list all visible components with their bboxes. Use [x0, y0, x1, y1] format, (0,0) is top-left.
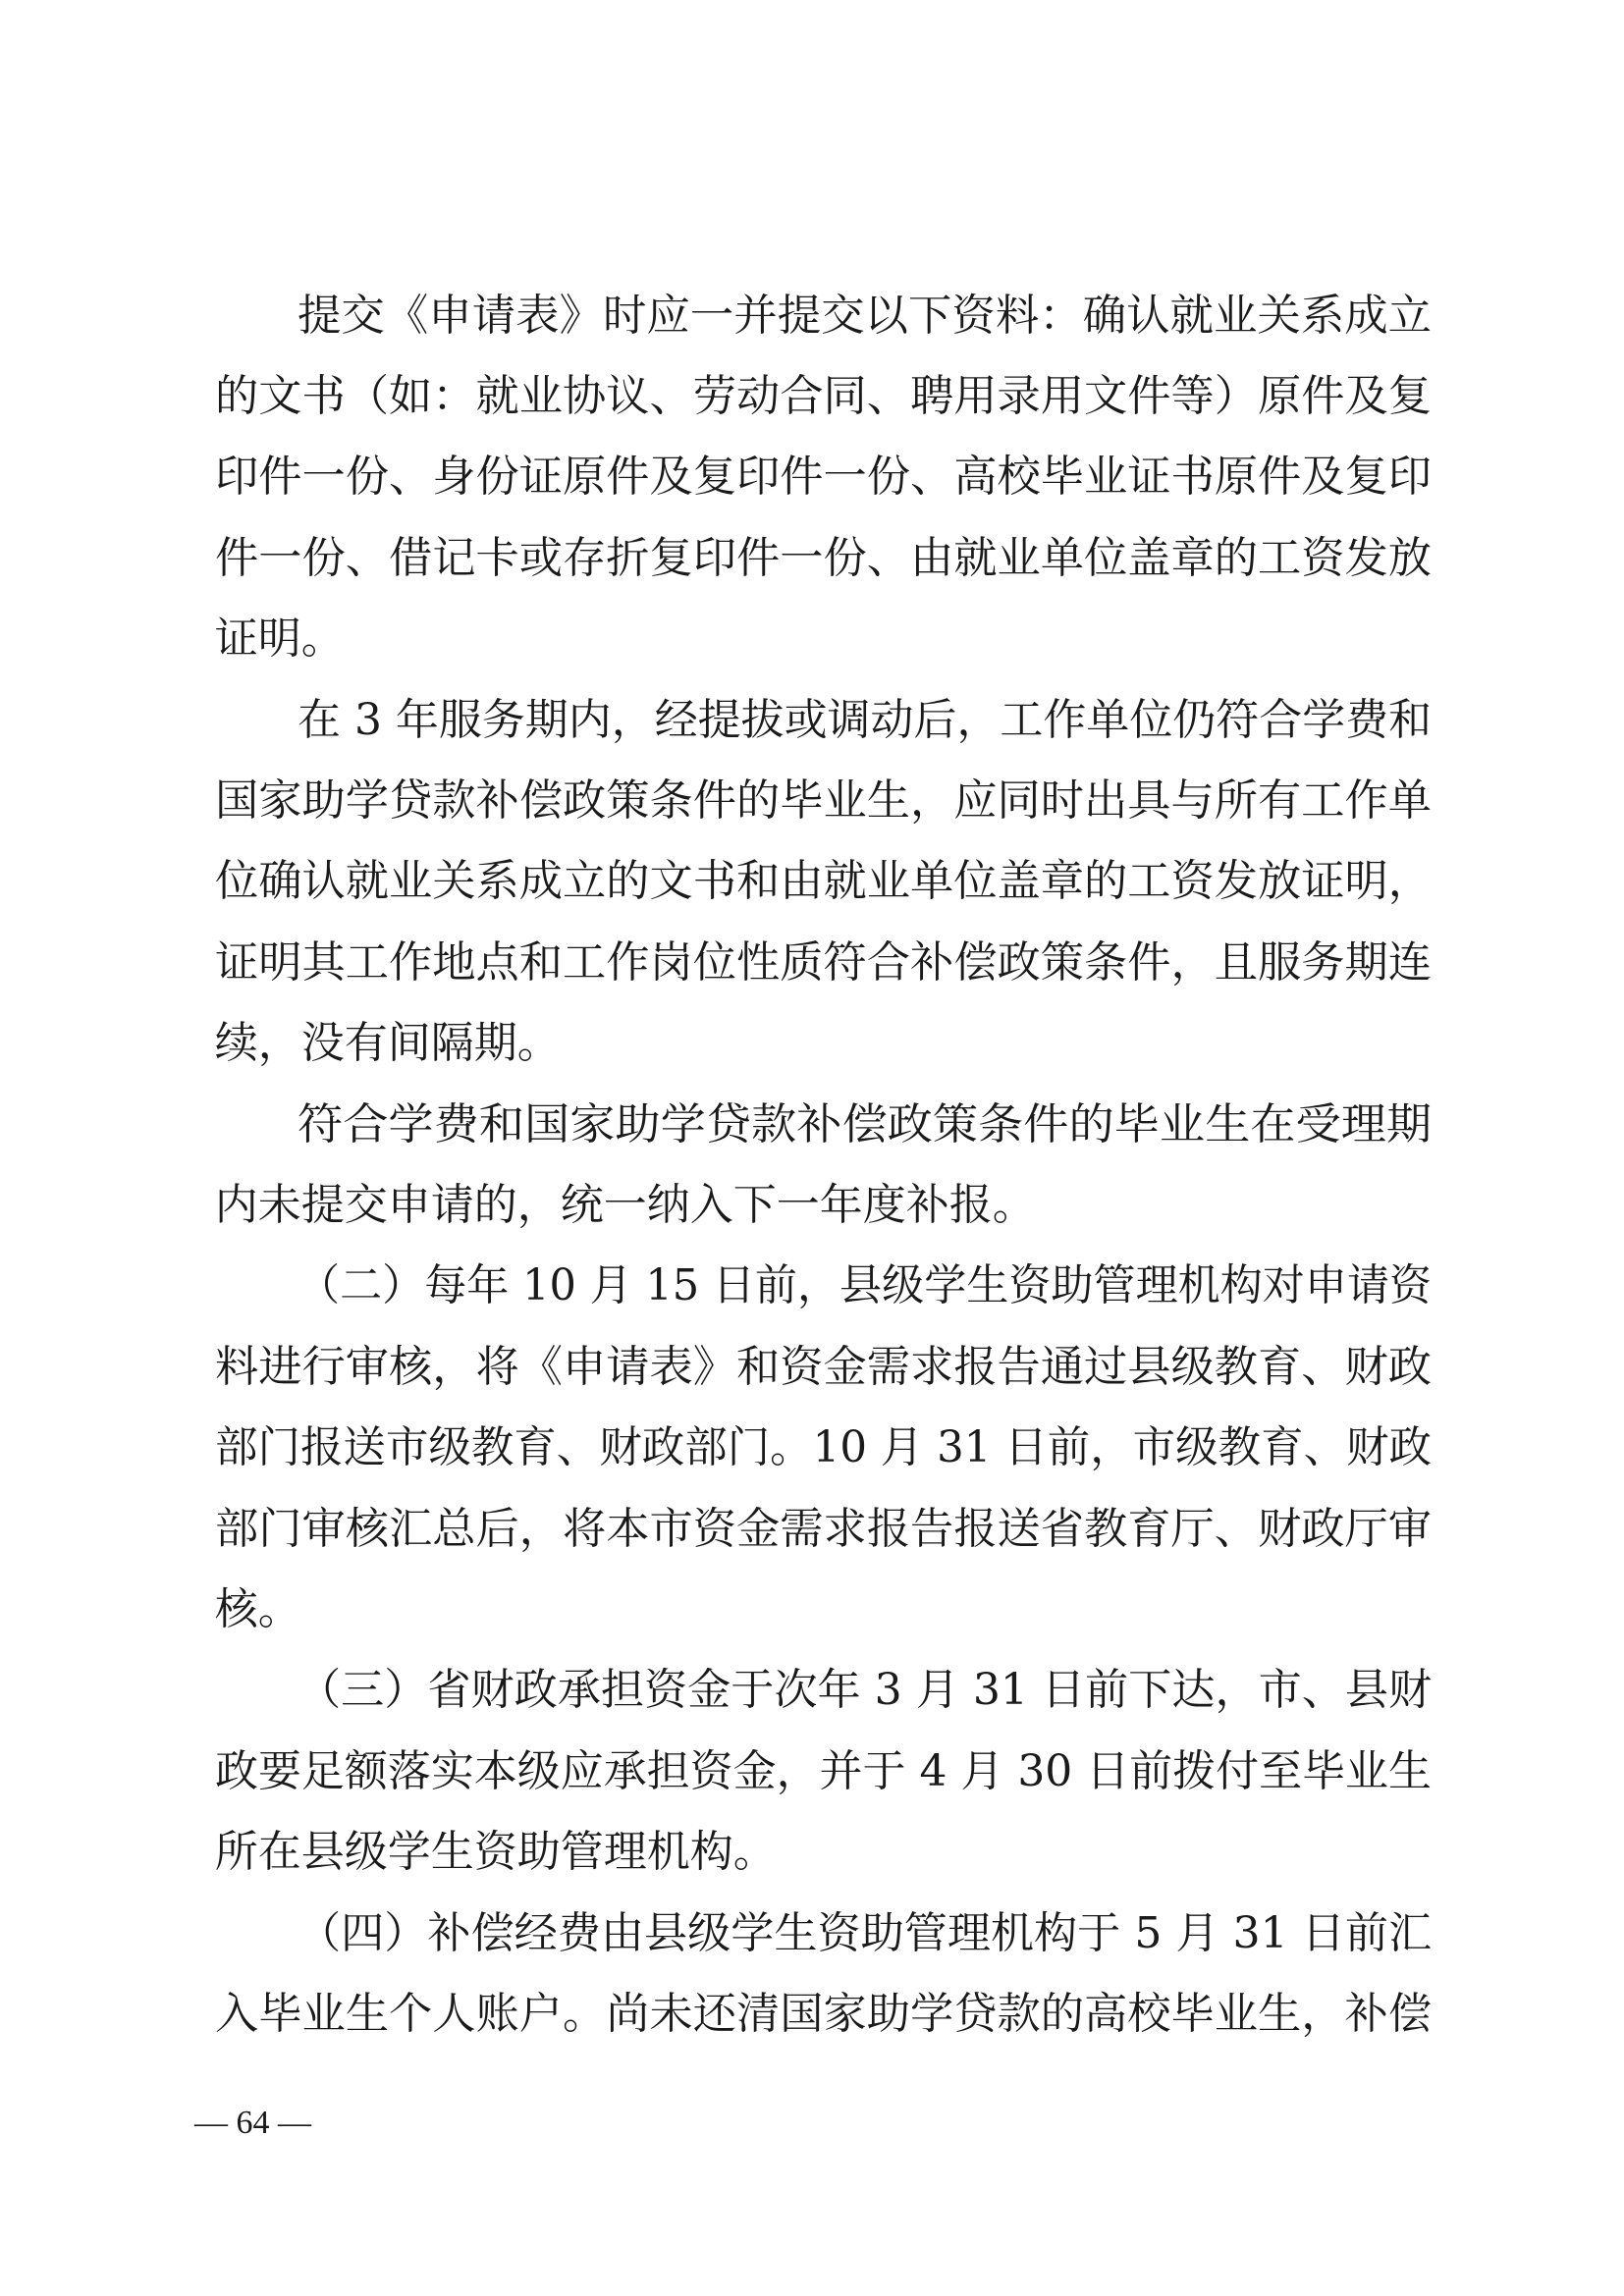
line-text: 所在县级学生资助管理机构。 [214, 1827, 777, 1878]
line-text: 符合学费和国家助学贷款补偿政策条件的毕业生在受理期 [297, 1098, 1432, 1149]
text-line [0, 762, 1624, 840]
line-text: 印件一份、身份证原件及复印件一份、高校毕业证书原件及复印 [214, 452, 1432, 503]
text-line [0, 277, 1624, 355]
line-text: 提交《申请表》时应一并提交以下资料：确认就业关系成立 [297, 290, 1432, 341]
text-line [0, 519, 1624, 598]
line-text: （四）补偿经费由县级学生资助管理机构于 5 月 31 日前汇 [297, 1907, 1432, 1958]
line-text: 入毕业生个人账户。尚未还清国家助学贷款的高校毕业生，补偿 [214, 1989, 1432, 2040]
text-line [0, 1166, 1624, 1245]
text-line [0, 600, 1624, 678]
line-text: （三）省财政承担资金于次年 3 月 31 日前下达，市、县财 [297, 1665, 1432, 1716]
text-line [0, 1004, 1624, 1083]
line-text: 内未提交申请的，统一纳入下一年度补报。 [214, 1180, 1036, 1231]
text-line [0, 1409, 1624, 1487]
line-text: 部门报送市级教育、财政部门。10 月 31 日前，市级教育、财政 [214, 1422, 1432, 1473]
line-text: 证明。 [214, 614, 345, 665]
text-line [0, 1895, 1624, 1973]
line-text: 位确认就业关系成立的文书和由就业单位盖章的工资发放证明， [214, 856, 1432, 907]
line-text: 部门审核汇总后，将本市资金需求报告报送省教育厅、财政厅审 [214, 1503, 1432, 1554]
line-text: 续，没有间隔期。 [214, 1018, 561, 1069]
text-line [0, 1651, 1624, 1730]
text-line [0, 1247, 1624, 1325]
text-line [0, 1571, 1624, 1649]
text-line [0, 1490, 1624, 1569]
line-text: （二）每年 10 月 15 日前，县级学生资助管理机构对申请资 [297, 1260, 1432, 1311]
line-text: 核。 [214, 1584, 301, 1635]
text-line [0, 1086, 1624, 1164]
line-text: 的文书（如：就业协议、劳动合同、聘用录用文件等）原件及复 [214, 371, 1432, 422]
line-text: 证明其工作地点和工作岗位性质符合补偿政策条件，且服务期连 [214, 936, 1432, 988]
text-line [0, 1733, 1624, 1811]
text-line [0, 438, 1624, 516]
line-text: 件一份、借记卡或存折复印件一份、由就业单位盖章的工资发放 [214, 532, 1432, 583]
text-line [0, 357, 1624, 436]
line-text: 政要足额落实本级应承担资金，并于 4 月 30 日前拨付至毕业生 [214, 1745, 1432, 1796]
text-line [0, 924, 1624, 1002]
text-line [0, 681, 1624, 760]
page-number: — 64 — [194, 2105, 311, 2141]
text-line [0, 1975, 1624, 2054]
line-text: 料进行审核，将《申请表》和资金需求报告通过县级教育、财政 [214, 1341, 1432, 1392]
line-text: 国家助学贷款补偿政策条件的毕业生，应同时出具与所有工作单 [214, 775, 1432, 827]
text-line [0, 1813, 1624, 1892]
text-line [0, 1328, 1624, 1407]
text-line [0, 842, 1624, 921]
line-text: 在 3 年服务期内，经提拔或调动后，工作单位仍符合学费和 [297, 694, 1432, 745]
